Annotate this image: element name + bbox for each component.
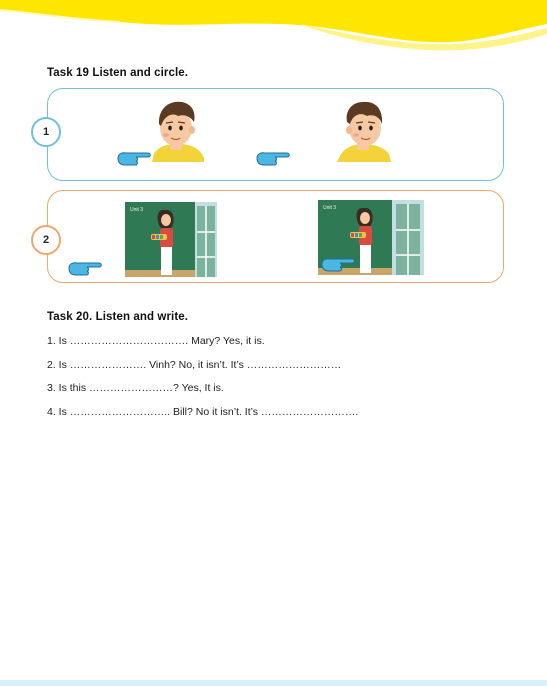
boy-face-picture[interactable] — [335, 98, 393, 162]
task20-heading: Task 20. Listen and write. — [47, 311, 189, 323]
task20-lines — [47, 335, 358, 429]
task19-row2-box — [47, 190, 504, 283]
task20-line-2[interactable]: 2. Is …………………. Vinh? No, it isn’t. It’s ……………………… — [47, 358, 342, 371]
top-yellow-banner — [0, 0, 547, 60]
pointing-hand-icon[interactable] — [67, 258, 103, 278]
board-label: Unit 3 — [130, 207, 144, 213]
task19-row2-number: 2 — [31, 225, 61, 255]
teacher-classroom-picture[interactable] — [125, 202, 217, 277]
boy-face-picture[interactable] — [148, 98, 206, 162]
task20-line-4[interactable]: 4. Is ……………………….. Bill? No it isn’t. It’s ………………………. — [47, 405, 359, 418]
pointing-hand-icon[interactable] — [255, 148, 291, 168]
task20-line-3[interactable]: 3. Is this ……………………? Yes, It is. — [47, 382, 224, 394]
pointing-hand-icon[interactable] — [116, 148, 152, 168]
pointing-hand-icon[interactable] — [320, 254, 356, 274]
task20-line-1[interactable]: 1. Is ……………………………. Mary? Yes, it is. — [47, 335, 265, 347]
bottom-strip — [0, 680, 547, 686]
task19-heading: Task 19 Listen and circle. — [47, 67, 189, 79]
task19-row1-number: 1 — [31, 117, 61, 147]
board-label: Unit 3 — [323, 205, 337, 211]
